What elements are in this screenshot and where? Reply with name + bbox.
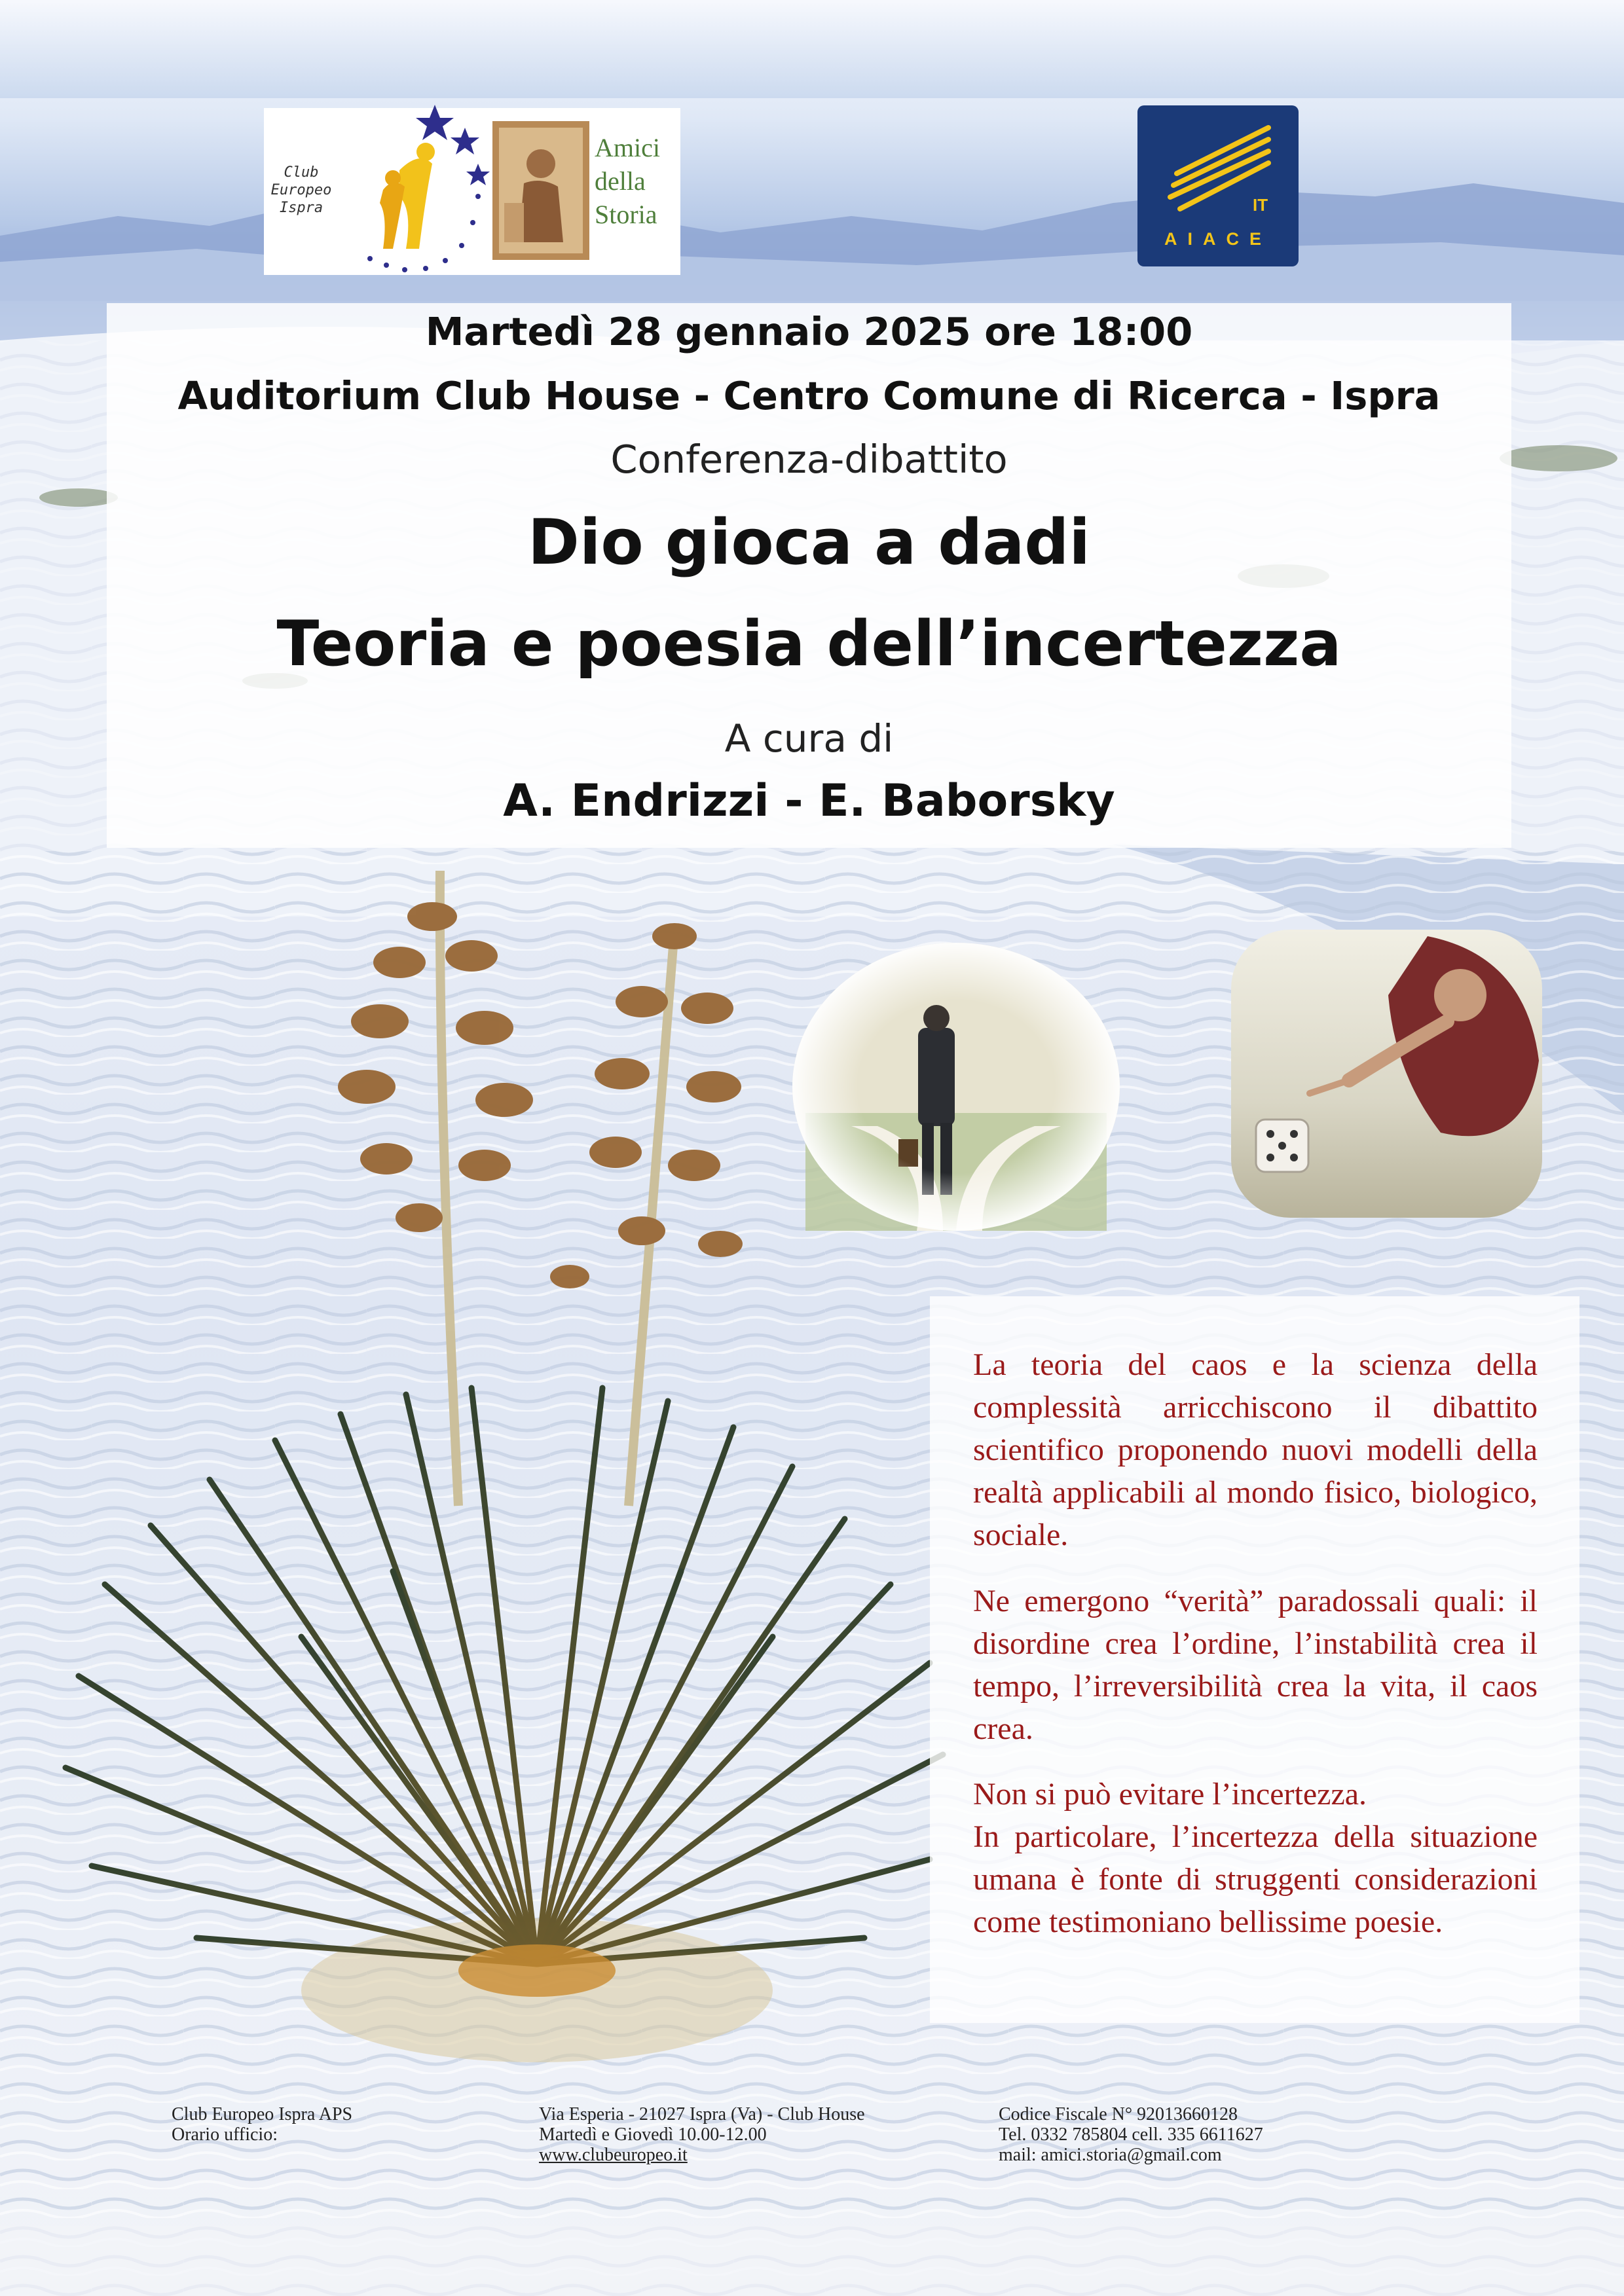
aiace-it-label: IT	[1253, 195, 1268, 215]
footer-tax-code: Codice Fiscale N° 92013660128	[999, 2104, 1238, 2124]
footer-office-hours: Martedì e Giovedì 10.00-12.00	[539, 2124, 767, 2145]
footer-website-link[interactable]: www.clubeuropeo.it	[539, 2145, 688, 2165]
crossroads-image	[792, 943, 1120, 1231]
footer-street-address: Via Esperia - 21027 Ispra (Va) - Club House	[539, 2104, 865, 2124]
footer-office-hours-label: Orario ufficio:	[172, 2124, 278, 2145]
footer-contacts	[999, 2104, 1263, 2165]
aiace-name-label: AIACE	[1164, 229, 1272, 249]
amici-word: Amici	[595, 133, 660, 162]
footer-address	[539, 2104, 865, 2165]
dice-hand-image	[1231, 930, 1542, 1218]
description-paragraph-3-line1: Non si può evitare l’incertezza.	[973, 1777, 1367, 1812]
description-paragraph-1: La teoria del caos e la scienza della complessità arricchiscono il dibattito scientifico proponendo nuovi modelli della realtà applicabili al mondo fisico, biologico, sociale.	[973, 1347, 1538, 1552]
amici-della-storia-logo	[595, 131, 677, 231]
event-type: Conferenza-dibattito	[610, 437, 1008, 482]
club-europeo-logo: Club Europeo Ispra	[270, 164, 332, 216]
description-paragraph-3	[973, 1773, 1538, 1943]
curated-by-label: A cura di	[724, 716, 894, 761]
footer-org-name: Club Europeo Ispra APS	[172, 2104, 353, 2124]
description-paragraph-2: Ne emergono “verità” paradossali quali: il disordine crea l’ordine, l’instabilità crea il tempo, l’irreversibilità crea la vita, il caos crea.	[973, 1584, 1538, 1746]
footer-organization	[172, 2104, 352, 2145]
event-title-line2: Teoria e poesia dell’incertezza	[276, 608, 1342, 680]
della-word: della	[595, 166, 646, 196]
storia-word: Storia	[595, 200, 657, 229]
speakers: A. Endrizzi - E. Baborsky	[503, 775, 1115, 827]
footer-email[interactable]: mail: amici.storia@gmail.com	[999, 2145, 1222, 2165]
event-date-time: Martedì 28 gennaio 2025 ore 18:00	[425, 309, 1193, 354]
footer-phones: Tel. 0332 785804 cell. 335 6611627	[999, 2124, 1263, 2145]
description-paragraph-3-line2: In particolare, l’incertezza della situazione umana è fonte di struggenti considerazioni come testimoniano bellissime poesie.	[973, 1819, 1538, 1939]
event-title-line1: Dio gioca a dadi	[528, 507, 1090, 579]
event-venue: Auditorium Club House - Centro Comune di Ricerca - Ispra	[177, 373, 1441, 418]
